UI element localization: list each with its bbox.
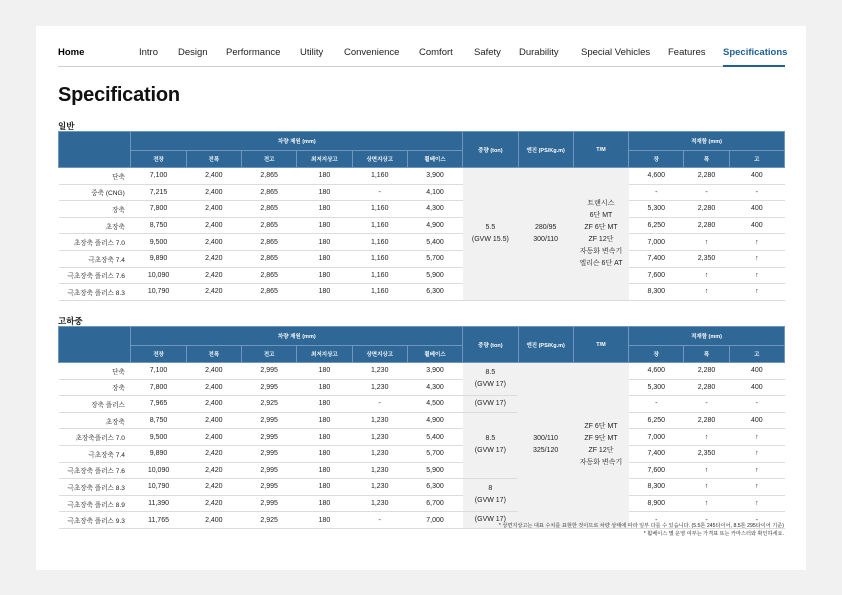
dimension-value: 2,865 xyxy=(241,284,296,301)
table-row xyxy=(59,234,785,251)
dimension-value: 1,230 xyxy=(352,412,407,429)
header-cargo-sub: 폭 xyxy=(684,346,729,363)
dimension-value: 7,965 xyxy=(131,396,186,413)
cargo-value: 400 xyxy=(729,217,784,234)
nav-performance[interactable]: Performance xyxy=(226,47,281,58)
cargo-value: 5,300 xyxy=(629,379,684,396)
header-cargo-sub: 고 xyxy=(729,151,784,168)
cargo-value: ↑ xyxy=(684,479,729,496)
section-title-general: 일반 xyxy=(58,121,75,131)
dimension-value: 1,160 xyxy=(352,250,407,267)
header-dimensions: 차량 제원 (mm) xyxy=(131,132,463,151)
dimension-value: 11,765 xyxy=(131,512,186,529)
cargo-value: 4,600 xyxy=(629,168,684,185)
dimension-value: 3,900 xyxy=(407,363,462,380)
cargo-value: ↑ xyxy=(729,462,784,479)
header-blank xyxy=(59,132,131,168)
dimension-value: 1,160 xyxy=(352,267,407,284)
dimension-value: 1,230 xyxy=(352,445,407,462)
cargo-value: ↑ xyxy=(729,429,784,446)
cargo-value: ↑ xyxy=(684,462,729,479)
dimension-value: 2,400 xyxy=(186,168,241,185)
header-sub: 전장 xyxy=(131,346,186,363)
dimension-value: 2,420 xyxy=(186,495,241,512)
table-row xyxy=(59,184,785,201)
cargo-value: ↑ xyxy=(729,495,784,512)
dimension-value: 7,100 xyxy=(131,168,186,185)
row-label: 초장축 플러스 7.0 xyxy=(59,234,131,251)
transmission-cell-line: ZF 6단 MT xyxy=(584,223,618,231)
cargo-value: 2,350 xyxy=(684,445,729,462)
cargo-value: ↑ xyxy=(684,429,729,446)
header-sub: 전고 xyxy=(241,346,296,363)
cargo-value: 400 xyxy=(729,363,784,380)
table-row xyxy=(59,217,785,234)
weight-cell xyxy=(463,168,518,301)
dimension-value: - xyxy=(352,396,407,413)
footnote-1: * 상면지상고는 대표 수치를 표현한 것이므로 차량 상태에 따라 일부 다를 수 있습니다. (5.5톤 245타이어, 8.5톤 295타이어 기준) xyxy=(498,523,784,529)
dimension-value: 180 xyxy=(297,168,352,185)
transmission-cell-line: 자동화 변속기 xyxy=(579,459,623,467)
transmission-cell-line: ZF 12단 xyxy=(588,447,614,455)
header-cargo-sub: 장 xyxy=(629,151,684,168)
transmission-cell xyxy=(573,363,628,529)
dimension-value: 1,230 xyxy=(352,479,407,496)
header-engine: 엔진 (PS/Kg.m) xyxy=(518,327,573,363)
table-row xyxy=(59,379,785,396)
active-tab-indicator xyxy=(723,65,785,67)
dimension-value: 2,400 xyxy=(186,201,241,218)
dimension-value: 180 xyxy=(297,379,352,396)
dimension-value: 4,300 xyxy=(407,201,462,218)
header-row-top xyxy=(59,327,785,346)
dimension-value: 7,800 xyxy=(131,201,186,218)
footnotes xyxy=(456,522,784,538)
row-label: 장축 xyxy=(59,201,131,218)
dimension-value: 2,400 xyxy=(186,184,241,201)
header-row-sub xyxy=(59,346,785,363)
dimension-value: 2,865 xyxy=(241,201,296,218)
table-row xyxy=(59,284,785,301)
table-row xyxy=(59,429,785,446)
dimension-value: 7,800 xyxy=(131,379,186,396)
row-label: 장축 xyxy=(59,379,131,396)
header-cargo-sub: 폭 xyxy=(684,151,729,168)
header-cargo-sub: 고 xyxy=(729,346,784,363)
dimension-value: 2,400 xyxy=(186,234,241,251)
dimension-value: 10,790 xyxy=(131,284,186,301)
header-sub: 휠베이스 xyxy=(407,151,462,168)
table-row xyxy=(59,168,785,185)
transmission-cell-line: ZF 12단 xyxy=(588,235,614,243)
cargo-value: 7,000 xyxy=(629,429,684,446)
dimension-value: 1,160 xyxy=(352,201,407,218)
transmission-cell-line: 트랜시스 xyxy=(587,199,615,207)
cargo-value: - xyxy=(729,396,784,413)
nav-durability[interactable]: Durability xyxy=(519,47,559,58)
table-row xyxy=(59,462,785,479)
engine-cell xyxy=(518,168,573,301)
dimension-value: 4,300 xyxy=(407,379,462,396)
section-title-heavy: 고하중 xyxy=(58,316,83,326)
dimension-value: 5,700 xyxy=(407,445,462,462)
spec-table-general xyxy=(58,131,785,301)
cargo-value: 8,900 xyxy=(629,495,684,512)
dimension-value: 2,400 xyxy=(186,379,241,396)
dimension-value: 1,230 xyxy=(352,379,407,396)
weight-cell-line: (GVW 17) xyxy=(474,497,506,505)
table-row xyxy=(59,495,785,512)
cargo-value: 7,400 xyxy=(629,250,684,267)
cargo-value: ↑ xyxy=(729,479,784,496)
dimension-value: 2,995 xyxy=(241,412,296,429)
cargo-value: - xyxy=(729,512,784,529)
dimension-value: 5,400 xyxy=(407,429,462,446)
dimension-value: 4,900 xyxy=(407,217,462,234)
header-transmission: T/M xyxy=(573,132,628,168)
dimension-value: 8,750 xyxy=(131,412,186,429)
header-row-top xyxy=(59,132,785,151)
row-label: 극초장축 플러스 7.6 xyxy=(59,267,131,284)
weight-cell-line: 5.5 xyxy=(485,223,496,231)
dimension-value: 2,865 xyxy=(241,267,296,284)
nav-convenience[interactable]: Convenience xyxy=(344,47,400,58)
spec-table-heavy xyxy=(58,326,785,529)
header-dimensions: 차량 제원 (mm) xyxy=(131,327,463,346)
dimension-value: 2,865 xyxy=(241,250,296,267)
cargo-value: - xyxy=(629,184,684,201)
nav-design[interactable]: Design xyxy=(178,47,208,58)
cargo-value: 7,600 xyxy=(629,267,684,284)
cargo-value: - xyxy=(629,512,684,529)
row-label: 극초장축 플러스 7.6 xyxy=(59,462,131,479)
header-weight: 중량 (ton) xyxy=(463,132,518,168)
row-label: 단축 xyxy=(59,363,131,380)
dimension-value: 180 xyxy=(297,396,352,413)
dimension-value: 1,160 xyxy=(352,284,407,301)
dimension-value: 10,790 xyxy=(131,479,186,496)
page-title: Specification xyxy=(58,84,180,106)
cargo-value: 400 xyxy=(729,168,784,185)
dimension-value: 7,215 xyxy=(131,184,186,201)
weight-cell xyxy=(463,396,518,413)
cargo-value: 2,350 xyxy=(684,250,729,267)
dimension-value: 2,995 xyxy=(241,495,296,512)
engine-cell-line: 300/110 xyxy=(533,235,559,243)
row-label: 극초장축 플러스 8.9 xyxy=(59,495,131,512)
dimension-value: 11,390 xyxy=(131,495,186,512)
cargo-value: 7,600 xyxy=(629,462,684,479)
dimension-value: 1,230 xyxy=(352,429,407,446)
cargo-value: - xyxy=(684,512,729,529)
dimension-value: 8,750 xyxy=(131,217,186,234)
header-sub: 전폭 xyxy=(186,346,241,363)
weight-cell xyxy=(463,479,518,512)
dimension-value: 2,995 xyxy=(241,462,296,479)
transmission-cell-line: ZF 6단 MT xyxy=(584,423,618,431)
engine-cell-line: 300/110 xyxy=(533,435,559,443)
dimension-value: 1,230 xyxy=(352,462,407,479)
engine-cell xyxy=(518,363,573,529)
header-sub: 최저지상고 xyxy=(297,346,352,363)
dimension-value: 6,700 xyxy=(407,495,462,512)
dimension-value: 2,925 xyxy=(241,512,296,529)
dimension-value: 9,500 xyxy=(131,429,186,446)
header-sub: 최저지상고 xyxy=(297,151,352,168)
dimension-value: 180 xyxy=(297,412,352,429)
nav-home[interactable]: Home xyxy=(58,47,85,58)
dimension-value: 10,090 xyxy=(131,462,186,479)
dimension-value: 2,420 xyxy=(186,284,241,301)
dimension-value: 2,995 xyxy=(241,479,296,496)
dimension-value: 4,900 xyxy=(407,412,462,429)
dimension-value: 180 xyxy=(297,201,352,218)
dimension-value: - xyxy=(352,184,407,201)
dimension-value: 180 xyxy=(297,512,352,529)
cargo-value: 2,280 xyxy=(684,363,729,380)
nav-specifications[interactable]: Specifications xyxy=(723,47,788,58)
cargo-value: 5,300 xyxy=(629,201,684,218)
row-label: 초장축 xyxy=(59,217,131,234)
cargo-value: 2,280 xyxy=(684,168,729,185)
table-row xyxy=(59,412,785,429)
dimension-value: 3,900 xyxy=(407,168,462,185)
cargo-value: ↑ xyxy=(684,234,729,251)
cargo-value: ↑ xyxy=(684,267,729,284)
dimension-value: 180 xyxy=(297,363,352,380)
dimension-value: 180 xyxy=(297,250,352,267)
cargo-value: 400 xyxy=(729,201,784,218)
cargo-value: ↑ xyxy=(729,234,784,251)
dimension-value: 1,160 xyxy=(352,234,407,251)
dimension-value: 180 xyxy=(297,284,352,301)
table-row xyxy=(59,201,785,218)
dimension-value: 1,230 xyxy=(352,495,407,512)
top-navigation xyxy=(58,46,788,67)
cargo-value: - xyxy=(729,184,784,201)
row-label: 초장축 xyxy=(59,412,131,429)
dimension-value: 2,925 xyxy=(241,396,296,413)
dimension-value: 180 xyxy=(297,184,352,201)
row-label: 극초장축 플러스 9.3 xyxy=(59,512,131,529)
dimension-value: 180 xyxy=(297,445,352,462)
nav-features[interactable]: Features xyxy=(668,47,706,58)
dimension-value: 2,420 xyxy=(186,250,241,267)
dimension-value: 180 xyxy=(297,429,352,446)
table-row xyxy=(59,250,785,267)
transmission-cell-line: 6단 MT xyxy=(589,211,613,219)
cargo-value: 2,280 xyxy=(684,201,729,218)
dimension-value: 2,420 xyxy=(186,267,241,284)
header-engine: 엔진 (PS/Kg.m) xyxy=(518,132,573,168)
dimension-value: 2,400 xyxy=(186,512,241,529)
cargo-value: 6,250 xyxy=(629,412,684,429)
row-label: 중축 (CNG) xyxy=(59,184,131,201)
table-row xyxy=(59,363,785,380)
cargo-value: ↑ xyxy=(729,267,784,284)
cargo-value: 8,300 xyxy=(629,479,684,496)
weight-cell-line: (GVW 17) xyxy=(474,399,506,407)
cargo-value: 4,600 xyxy=(629,363,684,380)
weight-cell xyxy=(463,363,518,396)
dimension-value: 180 xyxy=(297,217,352,234)
weight-cell-line: 8.5 xyxy=(485,435,496,443)
header-sub: 상면지상고 xyxy=(352,346,407,363)
header-cargo-sub: 장 xyxy=(629,346,684,363)
header-blank xyxy=(59,327,131,363)
dimension-value: 2,865 xyxy=(241,168,296,185)
cargo-value: - xyxy=(684,396,729,413)
row-label: 초장축플러스 7.0 xyxy=(59,429,131,446)
dimension-value: 2,865 xyxy=(241,234,296,251)
cargo-value: - xyxy=(629,396,684,413)
dimension-value: 2,865 xyxy=(241,217,296,234)
dimension-value: 6,300 xyxy=(407,284,462,301)
dimension-value: 180 xyxy=(297,267,352,284)
header-sub: 전고 xyxy=(241,151,296,168)
cargo-value: 6,250 xyxy=(629,217,684,234)
table-row xyxy=(59,445,785,462)
weight-cell-line: (GVW 17) xyxy=(474,516,506,524)
dimension-value: 180 xyxy=(297,479,352,496)
row-label: 단축 xyxy=(59,168,131,185)
row-label: 극초장축 7.4 xyxy=(59,250,131,267)
dimension-value: 2,420 xyxy=(186,462,241,479)
transmission-cell-line: ZF 9단 MT xyxy=(584,435,618,443)
weight-cell-line: (GVW 15.5) xyxy=(471,235,509,243)
table-row xyxy=(59,396,785,413)
cargo-value: ↑ xyxy=(684,495,729,512)
row-label: 장축 플러스 xyxy=(59,396,131,413)
dimension-value: 2,865 xyxy=(241,184,296,201)
dimension-value: 9,890 xyxy=(131,250,186,267)
cargo-value: ↑ xyxy=(729,250,784,267)
dimension-value: 7,100 xyxy=(131,363,186,380)
cargo-value: 400 xyxy=(729,412,784,429)
dimension-value: - xyxy=(352,512,407,529)
dimension-value: 5,900 xyxy=(407,267,462,284)
table-row xyxy=(59,479,785,496)
header-cargo: 적재함 (mm) xyxy=(629,132,785,151)
row-label: 극초장축 플러스 8.3 xyxy=(59,479,131,496)
weight-cell-line: (GVW 17) xyxy=(474,381,506,389)
dimension-value: 5,400 xyxy=(407,234,462,251)
header-cargo: 적재함 (mm) xyxy=(629,327,785,346)
dimension-value: 1,160 xyxy=(352,168,407,185)
cargo-value: 2,280 xyxy=(684,217,729,234)
header-sub: 휠베이스 xyxy=(407,346,462,363)
nav-safety[interactable]: Safety xyxy=(474,47,501,58)
dimension-value: 180 xyxy=(297,495,352,512)
header-sub: 상면지상고 xyxy=(352,151,407,168)
header-sub: 전폭 xyxy=(186,151,241,168)
dimension-value: 9,890 xyxy=(131,445,186,462)
dimension-value: 9,500 xyxy=(131,234,186,251)
dimension-value: 2,420 xyxy=(186,479,241,496)
header-sub: 전장 xyxy=(131,151,186,168)
nav-special-vehicles[interactable]: Special Vehicles xyxy=(581,47,651,58)
nav-utility[interactable]: Utility xyxy=(300,47,324,58)
weight-cell-line: 8 xyxy=(488,485,493,493)
cargo-value: 7,400 xyxy=(629,445,684,462)
transmission-cell-line: 엘리슨 6단 AT xyxy=(579,259,623,267)
dimension-value: 2,420 xyxy=(186,445,241,462)
dimension-value: 2,400 xyxy=(186,412,241,429)
dimension-value: 1,230 xyxy=(352,363,407,380)
dimension-value: 2,400 xyxy=(186,429,241,446)
dimension-value: 180 xyxy=(297,462,352,479)
cargo-value: 8,300 xyxy=(629,284,684,301)
cargo-value: 2,280 xyxy=(684,379,729,396)
row-label: 극초장축 7.4 xyxy=(59,445,131,462)
dimension-value: 2,400 xyxy=(186,217,241,234)
dimension-value: 1,160 xyxy=(352,217,407,234)
transmission-cell xyxy=(573,168,628,301)
engine-cell-line: 325/120 xyxy=(533,447,559,455)
footnote-2: * 휠베이스 별 운영 여부는 가격표 또는 카마스터와 확인하세요. xyxy=(643,531,784,537)
dimension-value: 10,090 xyxy=(131,267,186,284)
dimension-value: 2,995 xyxy=(241,445,296,462)
cargo-value: ↑ xyxy=(729,445,784,462)
dimension-value: 7,000 xyxy=(407,512,462,529)
cargo-value: ↑ xyxy=(684,284,729,301)
dimension-value: 4,100 xyxy=(407,184,462,201)
row-label: 극초장축 플러스 8.3 xyxy=(59,284,131,301)
dimension-value: 2,400 xyxy=(186,396,241,413)
dimension-value: 180 xyxy=(297,234,352,251)
engine-cell-line: 280/95 xyxy=(534,223,557,231)
weight-cell xyxy=(463,412,518,478)
dimension-value: 2,995 xyxy=(241,429,296,446)
dimension-value: 2,995 xyxy=(241,379,296,396)
header-row-sub xyxy=(59,151,785,168)
nav-intro[interactable]: Intro xyxy=(139,47,159,58)
content-card xyxy=(36,26,806,570)
cargo-value: - xyxy=(684,184,729,201)
dimension-value: 5,900 xyxy=(407,462,462,479)
header-transmission: T/M xyxy=(573,327,628,363)
dimension-value: 6,300 xyxy=(407,479,462,496)
dimension-value: 4,500 xyxy=(407,396,462,413)
dimension-value: 5,700 xyxy=(407,250,462,267)
transmission-cell-line: 자동화 변속기 xyxy=(579,247,623,255)
cargo-value: ↑ xyxy=(729,284,784,301)
dimension-value: 2,995 xyxy=(241,363,296,380)
header-weight: 중량 (ton) xyxy=(463,327,518,363)
table-row xyxy=(59,267,785,284)
weight-cell-line: 8.5 xyxy=(485,369,496,377)
dimension-value: 2,400 xyxy=(186,363,241,380)
cargo-value: 400 xyxy=(729,379,784,396)
cargo-value: 7,000 xyxy=(629,234,684,251)
weight-cell-line: (GVW 17) xyxy=(474,447,506,455)
nav-comfort[interactable]: Comfort xyxy=(419,47,453,58)
cargo-value: 2,280 xyxy=(684,412,729,429)
